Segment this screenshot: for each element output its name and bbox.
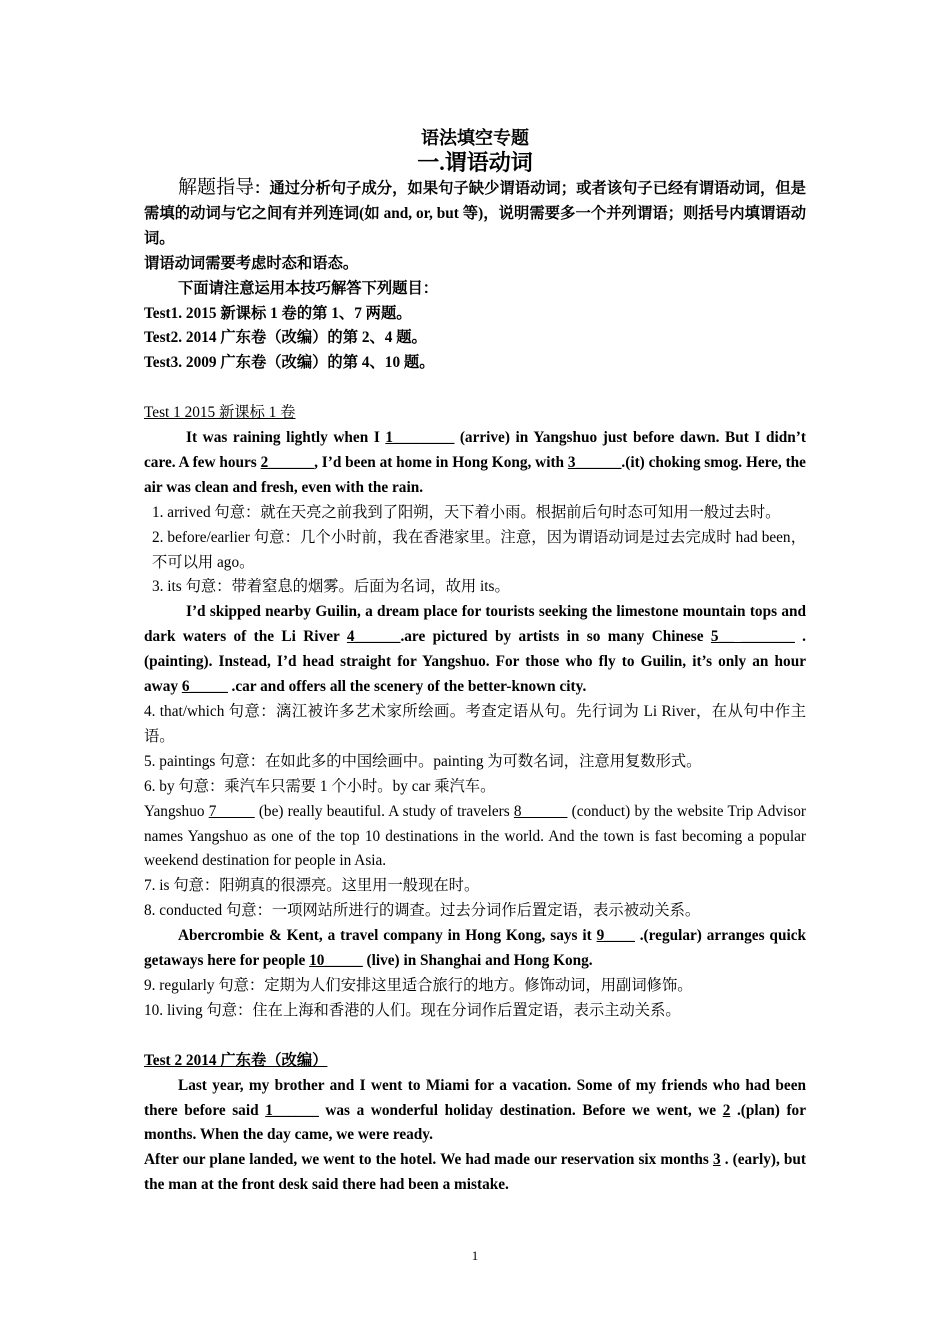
test-list-item: Test3. 2009 广东卷（改编）的第 4、10 题。: [144, 354, 435, 372]
answer-6: 6. by 句意：乘汽车只需要 1 个小时。by car 乘汽车。: [144, 777, 496, 795]
blank-3: 3______: [567, 453, 622, 471]
passage-text: (live) in Shanghai and Hong Kong.: [362, 952, 593, 970]
blank-5: 5__ _______: [710, 628, 795, 646]
blank-10: 10_____: [309, 952, 363, 970]
passage-text: . (early), but the man at the front desk said there had been a mistake.: [144, 1151, 806, 1194]
passage-text: (conduct) by the website Trip Advisor names Yangshuo as one of the top 10 destinations in the world. And the town is fast becoming a popular weekend destination for people in Asia.: [144, 802, 806, 870]
answer-1: 1. arrived 句意：就在天亮之前我到了阳朔，天下着小雨。根据前后句时态可知用一般过去时。: [152, 503, 781, 521]
blank-8: 8______: [513, 802, 568, 820]
answer-9: 9. regularly 句意：定期为人们安排这里适合旅行的地方。修饰动词，用副词修饰。: [144, 976, 693, 994]
test1-heading: Test 1 2015 新课标 1 卷: [144, 404, 296, 422]
test-list-item: Test1. 2015 新课标 1 卷的第 1、7 两题。: [144, 304, 412, 322]
blank-2: 2: [722, 1101, 731, 1119]
guide-note: 谓语动词需要考虑时态和语态。: [144, 254, 359, 272]
answer-2: 2. before/earlier 句意：几个小时前，我在香港家里。注意，因为谓语动词是过去完成时 had been，不可以用 ago。: [152, 528, 806, 571]
passage-text: Abercrombie & Kent, a travel company in Hong Kong, says it: [178, 927, 597, 945]
passage-text: .car and offers all the scenery of the better-known city.: [227, 678, 587, 696]
blank-3: 3: [712, 1151, 721, 1169]
passage-text: (be) really beautiful. A study of travelers: [254, 802, 514, 820]
blank-9: 9____: [596, 927, 635, 945]
passage-text: Yangshuo: [144, 802, 209, 820]
guide-paragraph: [144, 176, 806, 252]
passage-text: .(it) choking smog. Here, the air was clean and fresh, even with the rain.: [144, 453, 806, 496]
passage-text: .(plan) for months. When the day came, we were ready.: [144, 1101, 806, 1144]
blank-1: 1________: [385, 429, 455, 447]
passage-text: .(regular) arranges quick getaways here for people: [144, 927, 806, 970]
passage-text: After our plane landed, we went to the hotel. We had made our reservation six months: [144, 1151, 713, 1169]
blank-1: 1______: [265, 1101, 319, 1119]
test2-heading: Test 2 2014 广东卷（改编）: [144, 1051, 328, 1069]
spacer: [144, 376, 806, 401]
guide-text: ：通过分析句子成分，如果句子缺少谓语动词；或者该句子已经有谓语动词，但是需填的动词与它之间有并列连词(如 and, or, but 等)，说明需要多一个并列谓语；则括号内填谓语动词。: [144, 180, 806, 247]
passage-text: I’d skipped nearby Guilin, a dream place for tourists seeking the limestone mountain tops and dark waters of the Li River: [144, 603, 806, 646]
blank-4: 4______: [346, 628, 401, 646]
passage-text: It was raining lightly when I: [186, 429, 386, 447]
passage-text: .(painting). Instead, I’d head straight for Yangshuo. For those who fly to Guilin, it’s only an hour away: [144, 628, 807, 696]
answer-8: 8. conducted 句意：一项网站所进行的调查。过去分词作后置定语，表示被动关系。: [144, 902, 701, 920]
section-title: 一.谓语动词: [417, 150, 533, 175]
test2-passage-1: [144, 1074, 806, 1149]
passage-text: (arrive) in Yangshuo just before dawn. But I didn’t care. A few hours: [144, 429, 806, 471]
answer-10: 10. living 句意：住在上海和香港的人们。现在分词作后置定语，表示主动关系。: [144, 1001, 681, 1019]
answer-4: 4. that/which 句意：漓江被许多艺术家所绘画。考查定语从句。先行词为 Li River，在从句中作主语。: [144, 703, 806, 745]
answer-7: 7. is 句意：阳朔真的很漂亮。这里用一般现在时。: [144, 877, 480, 895]
test2-passage-2: [144, 1148, 806, 1198]
passage-text: , I’d been at home in Hong Kong, with: [314, 453, 568, 471]
answer-3: 3. its 句意：带着窒息的烟雾。后面为名词，故用 its。: [152, 578, 510, 596]
page-number: 1: [471, 1248, 479, 1263]
test-list-item: Test2. 2014 广东卷（改编）的第 2、4 题。: [144, 329, 427, 347]
test1-passage-3: [144, 800, 806, 875]
test1-passage-4: [144, 924, 806, 974]
passage-text: was a wonderful holiday destination. Before we went, we: [318, 1101, 723, 1119]
document-page: [144, 120, 806, 1198]
blank-7: 7_____: [208, 802, 255, 820]
spacer: [144, 1024, 806, 1049]
test1-passage-2: [144, 600, 806, 700]
blank-6: 6_____: [181, 678, 228, 696]
passage-text: Last year, my brother and I went to Miami for a vacation. Some of my friends who had been there before said: [144, 1076, 806, 1119]
answer-5: 5. paintings 句意：在如此多的中国绘画中。painting 为可数名词，注意用复数形式。: [144, 752, 702, 770]
page-title: 语法填空专题: [421, 128, 529, 148]
test1-passage-1: [144, 426, 806, 501]
blank-2: 2______: [260, 453, 315, 471]
guide-lead: 解题指导: [178, 177, 255, 198]
passage-text: .are pictured by artists in so many Chinese: [400, 628, 711, 646]
guide-instruction: 下面请注意运用本技巧解答下列题目：: [178, 279, 439, 297]
